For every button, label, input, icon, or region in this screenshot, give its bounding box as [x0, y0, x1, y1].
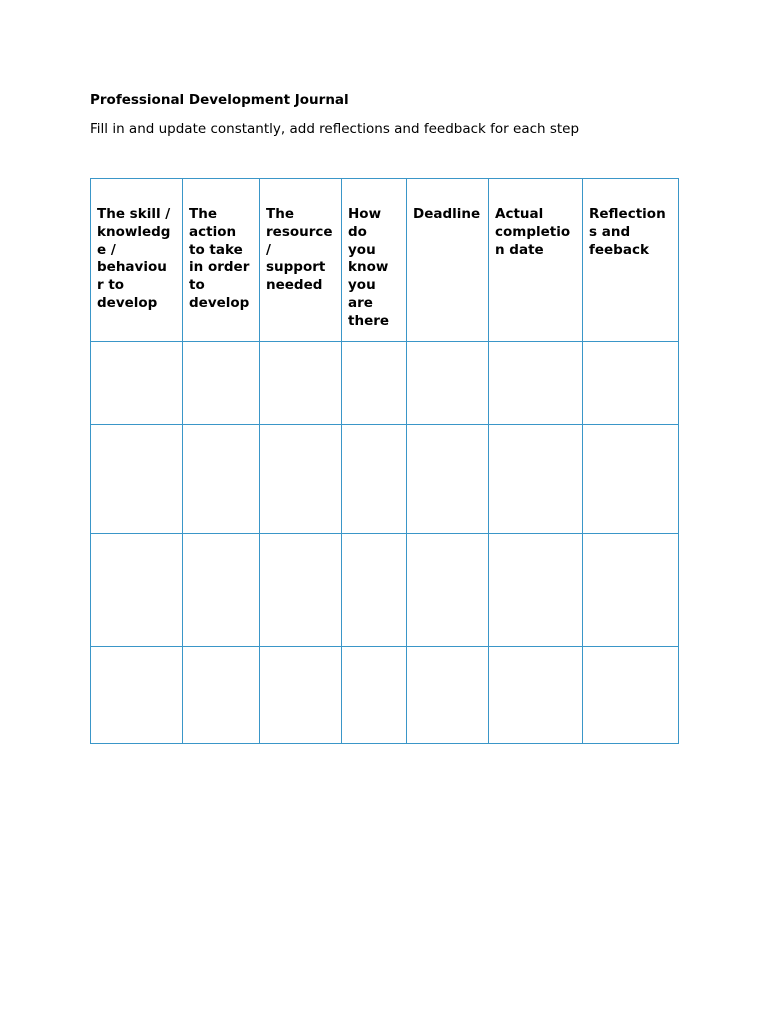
header-deadline	[407, 179, 489, 342]
header-skill	[91, 179, 183, 342]
table-cell[interactable]	[489, 647, 583, 744]
table-cell[interactable]	[183, 647, 260, 744]
table-cell[interactable]	[91, 534, 183, 647]
table-row	[91, 342, 679, 425]
table-cell[interactable]	[91, 425, 183, 534]
table-row	[91, 647, 679, 744]
table-cell[interactable]	[407, 342, 489, 425]
table-cell[interactable]	[489, 342, 583, 425]
table-cell[interactable]	[183, 342, 260, 425]
header-skill-label: The skill / knowledg e / behaviou r to develop	[97, 206, 171, 311]
header-row	[91, 179, 679, 342]
header-action	[183, 179, 260, 342]
table-row	[91, 425, 679, 534]
header-how-know-label: How do you know you are there	[348, 206, 390, 329]
table-cell[interactable]	[342, 342, 407, 425]
header-reflections-label: Reflection s and feeback	[589, 206, 666, 258]
table-cell[interactable]	[260, 534, 342, 647]
table-cell[interactable]	[407, 425, 489, 534]
header-completion-date-label: Actual completio n date	[495, 206, 571, 258]
table-cell[interactable]	[489, 425, 583, 534]
table-cell[interactable]	[583, 425, 679, 534]
header-resource-label: The resource / support needed	[266, 206, 333, 294]
table-cell[interactable]	[183, 425, 260, 534]
table-cell[interactable]	[342, 647, 407, 744]
header-reflections	[583, 179, 679, 342]
table-cell[interactable]	[342, 425, 407, 534]
table-cell[interactable]	[407, 647, 489, 744]
table-cell[interactable]	[260, 425, 342, 534]
table-cell[interactable]	[342, 534, 407, 647]
table-row	[91, 534, 679, 647]
table-cell[interactable]	[489, 534, 583, 647]
page-instructions: Fill in and update constantly, add reflections and feedback for each step	[90, 121, 580, 137]
header-completion-date	[489, 179, 583, 342]
table-cell[interactable]	[91, 342, 183, 425]
table-cell[interactable]	[583, 647, 679, 744]
table-cell[interactable]	[407, 534, 489, 647]
table-cell[interactable]	[260, 342, 342, 425]
table-cell[interactable]	[583, 534, 679, 647]
header-deadline-label: Deadline	[413, 206, 481, 222]
table-cell[interactable]	[183, 534, 260, 647]
journal-table	[90, 178, 679, 744]
table-cell[interactable]	[91, 647, 183, 744]
page-title: Professional Development Journal	[90, 92, 349, 108]
table-cell[interactable]	[583, 342, 679, 425]
table-cell[interactable]	[260, 647, 342, 744]
header-how-know	[342, 179, 407, 342]
header-resource	[260, 179, 342, 342]
header-action-label: The action to take in order to develop	[189, 206, 250, 311]
